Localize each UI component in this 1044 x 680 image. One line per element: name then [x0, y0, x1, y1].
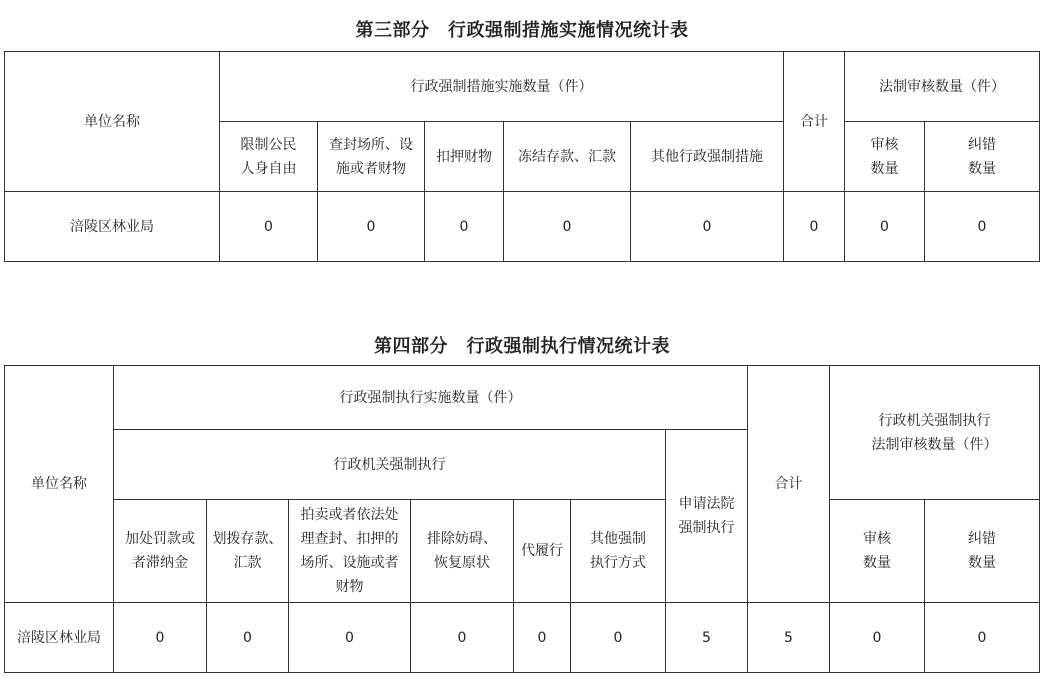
part4-value-cell: 0	[514, 603, 571, 673]
part4-total-header: 合计	[748, 366, 830, 603]
part4-review-col-header: 审核 数量	[830, 500, 925, 603]
part3-value-cell: 0	[318, 192, 425, 262]
part4-value-cell: 0	[289, 603, 411, 673]
part3-value-cell: 0	[220, 192, 318, 262]
part4-col-header: 拍卖或者依法处 理查封、扣押的 场所、设施或者 财物	[289, 500, 411, 603]
part3-review-group-header: 法制审核数量（件）	[845, 52, 1040, 122]
part4-table	[4, 365, 1040, 673]
part3-col-header: 其他行政强制措施	[631, 122, 784, 192]
part4-value-cell: 0	[114, 603, 207, 673]
part4-court-header: 申请法院 强制执行	[666, 430, 748, 603]
part4-court-cell: 5	[666, 603, 748, 673]
part3-review-col-header: 纠错 数量	[925, 122, 1040, 192]
part4-group-header: 行政强制执行实施数量（件）	[114, 366, 748, 430]
part3-title: 第三部分 行政强制措施实施情况统计表	[355, 20, 689, 41]
part3-unit-header: 单位名称	[5, 52, 220, 192]
part3-value-cell: 0	[631, 192, 784, 262]
part3-col-header: 限制公民 人身自由	[220, 122, 318, 192]
table-row	[5, 192, 1040, 262]
part4-value-cell: 0	[411, 603, 514, 673]
part3-review-cell: 0	[925, 192, 1040, 262]
part4-col-header: 其他强制 执行方式	[571, 500, 666, 603]
part3-unit-cell: 涪陵区林业局	[5, 192, 220, 262]
part4-value-cell: 0	[571, 603, 666, 673]
part4-review-col-header: 纠错 数量	[925, 500, 1040, 603]
part3-table	[4, 51, 1040, 262]
part4-review-cell: 0	[925, 603, 1040, 673]
part4-col-header: 加处罚款或 者滞纳金	[114, 500, 207, 603]
part4-unit-cell: 涪陵区林业局	[5, 603, 114, 673]
part3-review-col-header: 审核 数量	[845, 122, 925, 192]
part4-title: 第四部分 行政强制执行情况统计表	[374, 336, 670, 357]
part3-value-cell: 0	[504, 192, 631, 262]
table-row	[5, 603, 1040, 673]
part3-group-header: 行政强制措施实施数量（件）	[220, 52, 784, 122]
part4-unit-header: 单位名称	[5, 366, 114, 603]
part4-review-group-header: 行政机关强制执行 法制审核数量（件）	[830, 366, 1040, 500]
part4-total-cell: 5	[748, 603, 830, 673]
part3-value-cell: 0	[425, 192, 504, 262]
part3-col-header: 冻结存款、汇款	[504, 122, 631, 192]
part3-total-header: 合计	[784, 52, 845, 192]
part3-review-cell: 0	[845, 192, 925, 262]
part4-col-header: 划拨存款、 汇款	[207, 500, 289, 603]
part4-col-header: 排除妨碍、 恢复原状	[411, 500, 514, 603]
part3-total-cell: 0	[784, 192, 845, 262]
part4-review-cell: 0	[830, 603, 925, 673]
part4-sub-group-header: 行政机关强制执行	[114, 430, 666, 500]
part4-col-header: 代履行	[514, 500, 571, 603]
part3-col-header: 查封场所、设 施或者财物	[318, 122, 425, 192]
part3-col-header: 扣押财物	[425, 122, 504, 192]
part4-value-cell: 0	[207, 603, 289, 673]
